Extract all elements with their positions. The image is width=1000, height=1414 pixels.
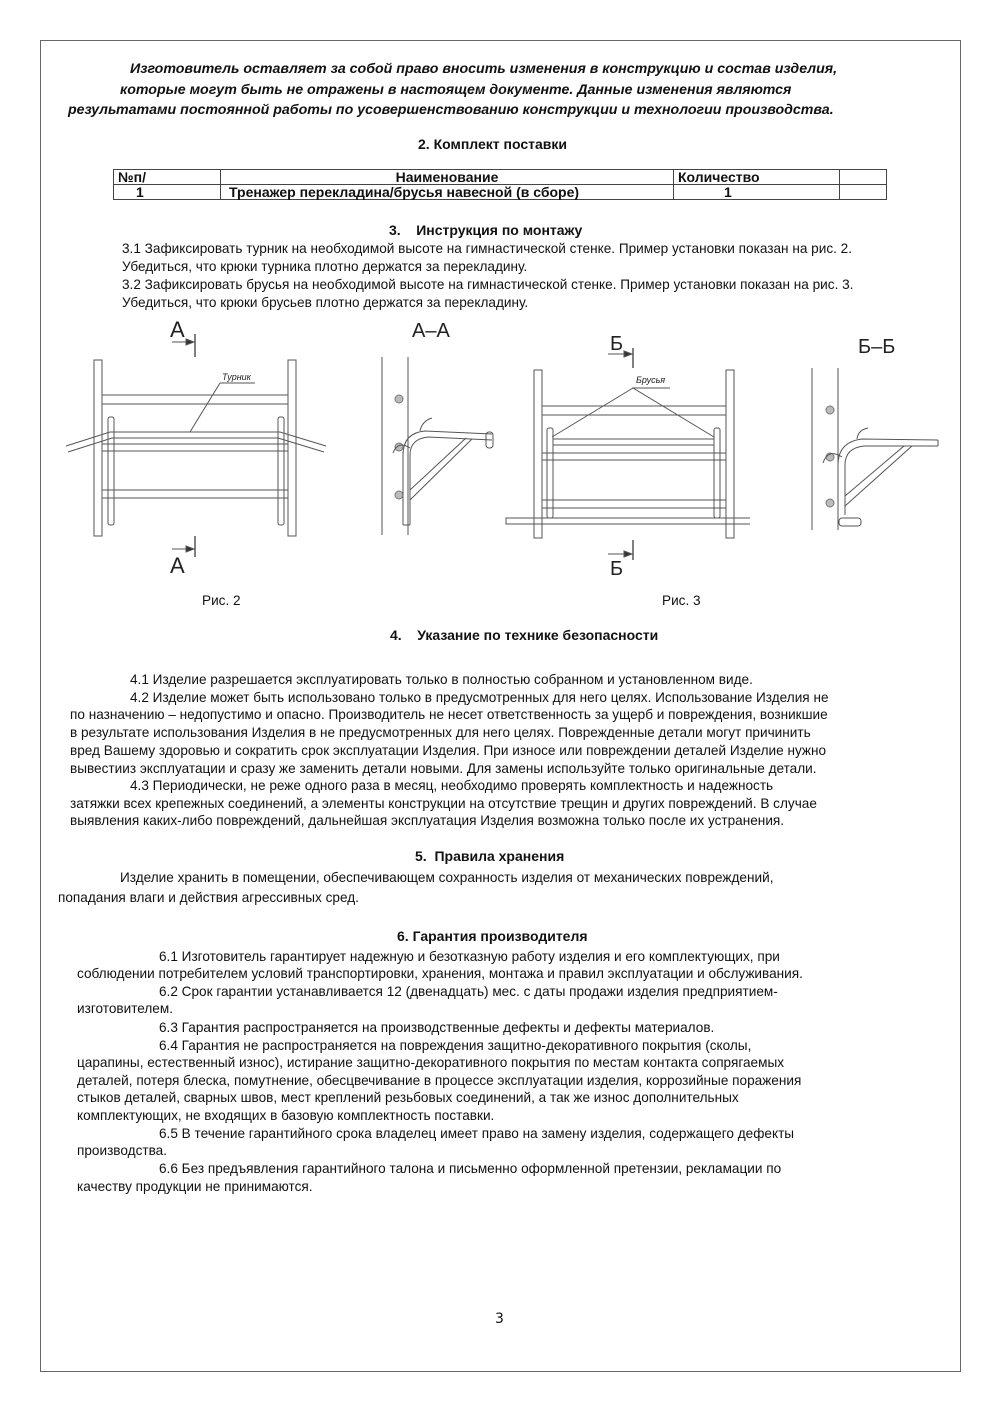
section-5-title: 5. Правила хранения — [415, 848, 565, 864]
section-6-line-10: комплектующих, не входящих в базовую комплектность поставки. — [77, 1108, 495, 1123]
section-6-line-11: 6.5 В течение гарантийного срока владелец имеет право на замену изделия, содержащего дефекты — [159, 1126, 795, 1141]
section-mark-b-top: Б — [610, 333, 624, 355]
figure-3-caption: Рис. 3 — [662, 593, 701, 608]
section-mark-b-bottom: Б — [610, 558, 624, 580]
section-4-line-1: 4.1 Изделие разрешается эксплуатировать только в полностью собранном и установленном виде. — [130, 672, 753, 687]
section-mark-a-bottom: А — [170, 553, 185, 578]
cell-empty — [840, 185, 887, 200]
section-6-line-6: 6.4 Гарантия не распространяется на повреждения защитно-декоративного покрытия (сколы, — [159, 1038, 752, 1053]
page-number: 3 — [495, 1311, 504, 1327]
section-3-line-4: Убедиться, что крюки брусьев плотно держатся за перекладину. — [122, 295, 529, 310]
section-4-line-4: в результате использования Изделия в не предусмотренных для него целях. Поврежденные детали могут причинить — [70, 725, 811, 740]
section-3-line-3: 3.2 Зафиксировать брусья на необходимой высоте на гимнастической стенке. Пример установки показан на рис. 3. — [122, 277, 854, 292]
notice-line-1: Изготовитель оставляет за собой право вносить изменения в конструкцию и состав изделия, — [130, 61, 838, 77]
section-3-title: 3. Инструкция по монтажу — [389, 222, 583, 238]
cell-name: Тренажер перекладина/брусья навесной (в сборе) — [221, 185, 674, 200]
section-6-title: 6. Гарантия производителя — [397, 928, 588, 944]
section-5-line-1: Изделие хранить в помещении, обеспечивающем сохранность изделия от механических повреждений, — [120, 870, 774, 885]
header-number: №п/ — [114, 170, 221, 185]
section-4-title: 4. Указание по технике безопасности — [390, 627, 659, 643]
figure-3-front-view — [500, 320, 750, 580]
section-6-line-4: изготовителем. — [77, 1001, 173, 1016]
section-6-line-13: 6.6 Без предъявления гарантийного талона и письменно оформленной претензии, рекламации по — [159, 1161, 782, 1176]
section-6-line-8: деталей, потеря блеска, помутнение, обесцвечивание в процессе эксплуатации изделия, коррозийные поражения — [77, 1073, 802, 1088]
section-6-line-5: 6.3 Гарантия распространяется на производственные дефекты и дефекты материалов. — [159, 1020, 715, 1035]
section-4-line-5: вред Вашему здоровью и сократить срок эксплуатации Изделия. При износе или повреждении деталей Изделие нужно — [70, 743, 827, 758]
section-4-line-6: вывестииз эксплуатации и сразу же заменить детали новыми. Для замены используйте только оригинальные детали. — [70, 761, 817, 776]
section-3-line-2: Убедиться, что крюки турника плотно держатся за перекладину. — [122, 259, 528, 274]
section-6-line-14: качеству продукции не принимаются. — [77, 1179, 313, 1194]
section-6-line-3: 6.2 Срок гарантии устанавливается 12 (двенадцать) мес. с даты продажи изделия предприятием- — [159, 984, 778, 999]
header-quantity: Количество — [674, 170, 840, 185]
section-4-line-7: 4.3 Периодически, не реже одного раза в месяц, необходимо проверять комплектность и надежность — [130, 778, 774, 793]
section-5-line-2: попадания влаги и действия агрессивных сред. — [58, 890, 359, 905]
callout-turnik: Турник — [222, 372, 251, 382]
section-4-line-8: затяжки всех крепежных соединений, а элементы конструкции на отсутствие трещин и других повреждений. В случае — [70, 796, 817, 811]
section-view-label-a: А–А — [412, 320, 450, 342]
header-empty — [840, 170, 887, 185]
header-name: Наименование — [221, 170, 674, 185]
cell-quantity: 1 — [674, 185, 840, 200]
figure-2-section-view — [370, 315, 510, 585]
section-4-line-3: по назначению – недопустимо и опасно. Производитель не несет ответственность за ущерб и повреждения, возникшие — [70, 707, 828, 722]
section-6-line-12: производства. — [77, 1143, 167, 1158]
section-mark-a-top: А — [170, 317, 185, 342]
kit-table — [113, 169, 887, 200]
table-row — [114, 185, 887, 200]
notice-line-2: которые могут быть не отражены в настоящем документе. Данные изменения являются — [120, 82, 792, 98]
section-2-title: 2. Комплект поставки — [418, 136, 568, 152]
figure-2-caption: Рис. 2 — [202, 593, 241, 608]
section-6-line-1: 6.1 Изготовитель гарантирует надежную и безотказную работу изделия и его комплектующих, при — [159, 949, 780, 964]
callout-brusya: Брусья — [636, 375, 666, 385]
cell-number: 1 — [114, 185, 221, 200]
section-6-line-9: стыков деталей, сварных швов, мест креплений резьбовых соединений, а так же износ дополнительных — [77, 1090, 739, 1105]
section-4-line-9: выявления каких-либо повреждений, дальнейшая эксплуатация Изделия возможна только после их устранения. — [70, 813, 785, 828]
section-3-line-1: 3.1 Зафиксировать турник на необходимой высоте на гимнастической стенке. Пример установки показан на рис. 2. — [122, 241, 853, 256]
section-6-line-7: царапины, естественный износ), истирание защитно-декоративного покрытия по местам контакта сопрягаемых — [77, 1055, 785, 1070]
figure-3-section-view — [800, 320, 940, 540]
section-view-label-b: Б–Б — [858, 336, 896, 358]
section-4-line-2: 4.2 Изделие может быть использовано только в предусмотренных для него целях. Использование Изделия не — [130, 690, 829, 705]
section-6-line-2: соблюдении потребителем условий транспортировки, хранения, монтажа и правил эксплуатации и обслуживания. — [77, 966, 803, 981]
figure-2-front-view — [60, 315, 360, 585]
notice-line-3: результатами постоянной работы по усовершенствованию конструкции и технологии производства. — [68, 102, 834, 118]
table-header-row — [114, 170, 887, 185]
